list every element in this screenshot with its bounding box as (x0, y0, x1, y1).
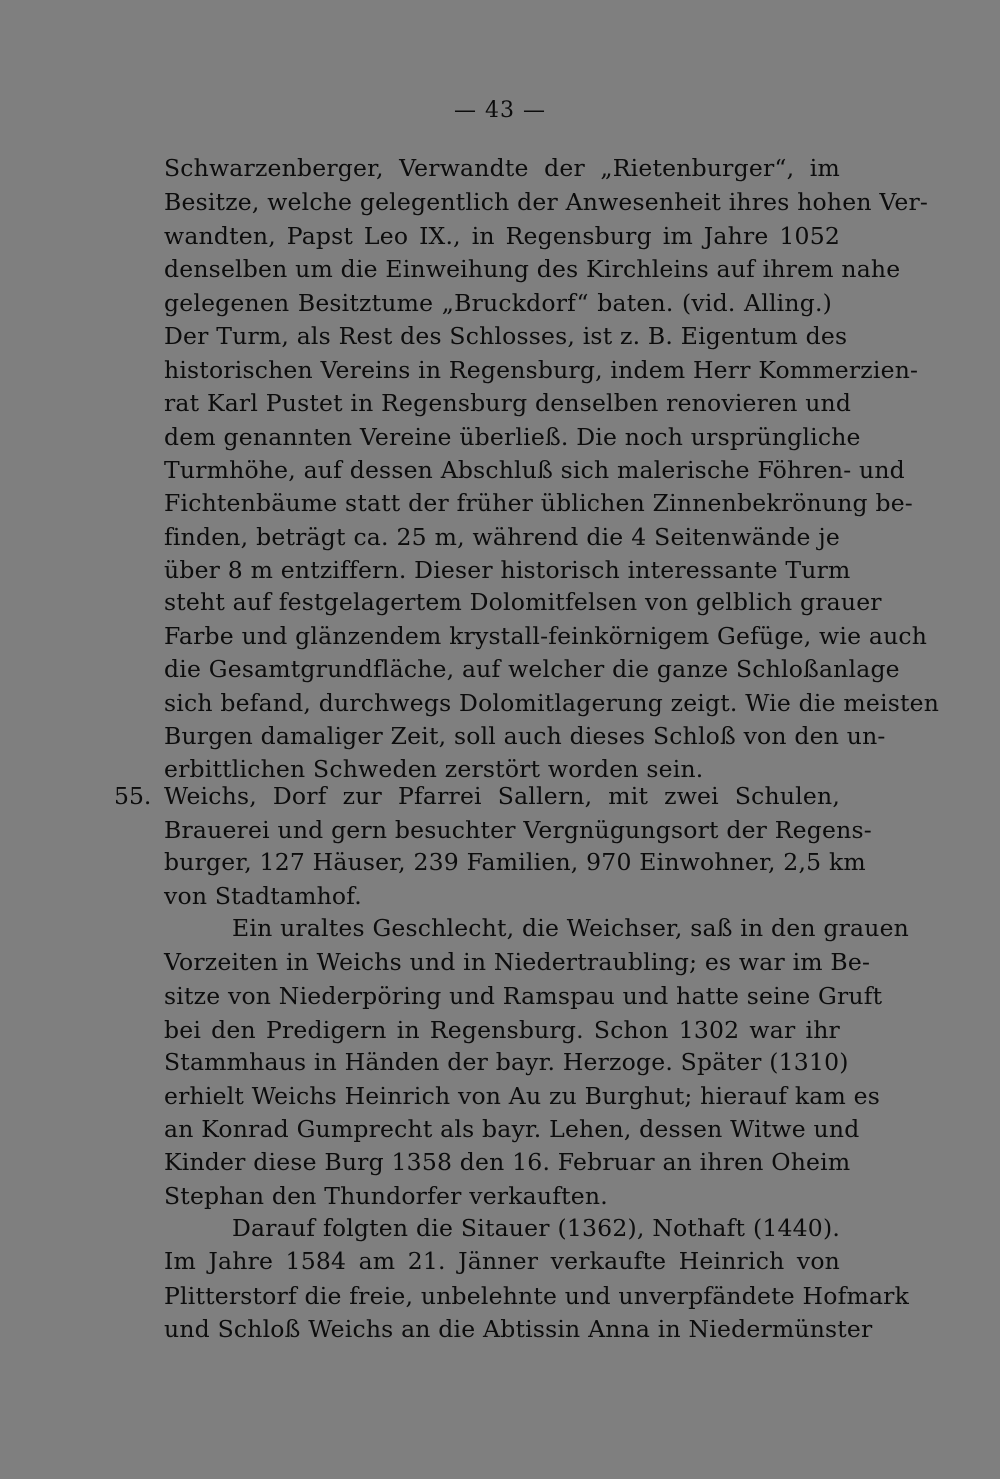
text-line: Brauerei und gern besuchter Vergnügungsort der Regens- (164, 816, 872, 844)
text-line: über 8 m entziffern. Dieser historisch interessante Turm (164, 556, 851, 584)
text-line: Weichs, Dorf zur Pfarrei Sallern, mit zwei Schulen, (164, 782, 840, 810)
text-line: an Konrad Gumprecht als bayr. Lehen, dessen Witwe und (164, 1115, 860, 1143)
text-line: und Schloß Weichs an die Abtissin Anna in Niedermünster (164, 1315, 873, 1343)
text-line: sitze von Niederpöring und Ramspau und hatte seine Gruft (164, 982, 883, 1010)
text-line: Schwarzenberger, Verwandte der „Rietenburger“, im (164, 154, 840, 182)
text-line: denselben um die Einweihung des Kirchleins auf ihrem nahe (164, 255, 901, 283)
text-line: Ein uraltes Geschlecht, die Weichser, saß in den grauen (232, 914, 910, 942)
text-line: Plitterstorf die freie, unbelehnte und unverpfändete Hofmark (164, 1282, 910, 1310)
text-line: Farbe und glänzendem krystall-feinkörnigem Gefüge, wie auch (164, 622, 928, 650)
text-line: sich befand, durchwegs Dolomitlagerung zeigt. Wie die meisten (164, 689, 940, 717)
text-line: dem genannten Vereine überließ. Die noch ursprüngliche (164, 423, 861, 451)
text-line: historischen Vereins in Regensburg, indem Herr Kommerzien- (164, 356, 919, 384)
text-line: wandten, Papst Leo IX., in Regensburg im Jahre 1052 (164, 222, 840, 250)
text-line: steht auf festgelagertem Dolomitfelsen von gelblich grauer (164, 588, 882, 616)
text-line: Im Jahre 1584 am 21. Jänner verkaufte Heinrich von (164, 1247, 840, 1275)
text-line: Vorzeiten in Weichs und in Niedertraubling; es war im Be- (164, 948, 871, 976)
text-line: Burgen damaliger Zeit, soll auch dieses Schloß von den un- (164, 722, 886, 750)
text-line: die Gesamtgrundfläche, auf welcher die ganze Schloßanlage (164, 655, 900, 683)
text-line: erbittlichen Schweden zerstört worden sein. (164, 755, 704, 783)
text-line: burger, 127 Häuser, 239 Familien, 970 Einwohner, 2,5 km (164, 848, 866, 876)
text-line: Stammhaus in Händen der bayr. Herzoge. Später (1310) (164, 1048, 849, 1076)
text-line: bei den Predigern in Regensburg. Schon 1302 war ihr (164, 1016, 840, 1044)
text-line: Turmhöhe, auf dessen Abschluß sich malerische Föhren- und (164, 456, 905, 484)
text-line: erhielt Weichs Heinrich von Au zu Burghut; hierauf kam es (164, 1082, 881, 1110)
text-line: gelegenen Besitztume „Bruckdorf“ baten. (vid. Alling.) (164, 289, 832, 317)
text-line: Kinder diese Burg 1358 den 16. Februar an ihren Oheim (164, 1148, 851, 1176)
paragraph-number: 55. (114, 782, 152, 810)
text-line: Besitze, welche gelegentlich der Anwesenheit ihres hohen Ver- (164, 188, 929, 216)
text-line: finden, beträgt ca. 25 m, während die 4 Seitenwände je (164, 523, 840, 551)
text-line: rat Karl Pustet in Regensburg denselben renovieren und (164, 389, 852, 417)
text-line: Darauf folgten die Sitauer (1362), Nothaft (1440). (232, 1214, 840, 1242)
page-number: — 43 — (454, 98, 546, 123)
text-line: Der Turm, als Rest des Schlosses, ist z. B. Eigentum des (164, 322, 848, 350)
text-line: Stephan den Thundorfer verkauften. (164, 1182, 608, 1210)
text-line: Fichtenbäume statt der früher üblichen Zinnenbekrönung be- (164, 489, 913, 517)
text-line: von Stadtamhof. (164, 882, 362, 910)
